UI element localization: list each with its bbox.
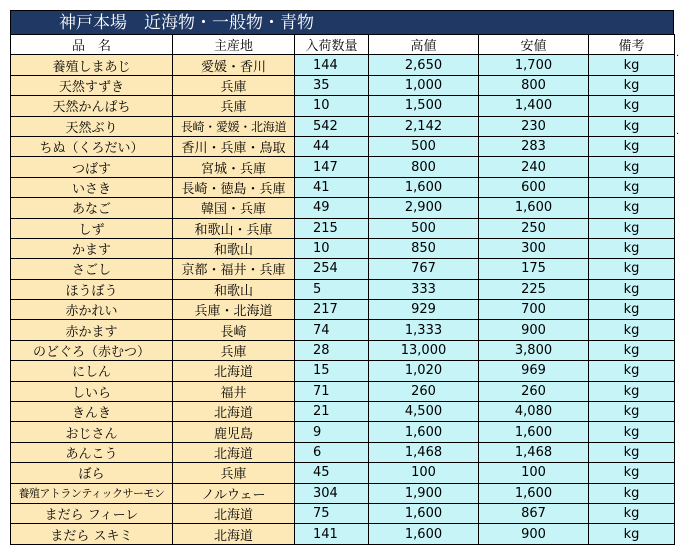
cell-note: kg bbox=[589, 503, 675, 523]
cell-low-price: 260 bbox=[479, 381, 589, 401]
cell-origin: 長崎 bbox=[173, 320, 295, 340]
cell-note: kg bbox=[589, 361, 675, 381]
cell-low-price: 700 bbox=[479, 300, 589, 320]
cell-low-price: 100 bbox=[479, 463, 589, 483]
cell-high-price: 1,468 bbox=[369, 442, 479, 462]
cell-origin: 和歌山 bbox=[173, 279, 295, 299]
table-row bbox=[11, 381, 675, 401]
cell-origin: 和歌山 bbox=[173, 238, 295, 258]
side-mark: . bbox=[676, 48, 680, 59]
cell-note: kg bbox=[589, 116, 675, 136]
price-table bbox=[10, 34, 675, 545]
table-row bbox=[11, 55, 675, 75]
cell-quantity: 15 bbox=[295, 361, 369, 381]
price-sheet bbox=[10, 10, 674, 545]
cell-quantity: 6 bbox=[295, 442, 369, 462]
cell-high-price: 850 bbox=[369, 238, 479, 258]
cell-high-price: 13,000 bbox=[369, 340, 479, 360]
cell-low-price: 600 bbox=[479, 177, 589, 197]
cell-high-price: 1,500 bbox=[369, 96, 479, 116]
table-row bbox=[11, 524, 675, 544]
cell-note: kg bbox=[589, 340, 675, 360]
cell-quantity: 147 bbox=[295, 157, 369, 177]
cell-name: あんこう bbox=[11, 442, 173, 462]
header-note: 備考 bbox=[589, 35, 675, 55]
cell-quantity: 141 bbox=[295, 524, 369, 544]
cell-low-price: 250 bbox=[479, 218, 589, 238]
cell-high-price: 333 bbox=[369, 279, 479, 299]
table-row bbox=[11, 442, 675, 462]
cell-quantity: 5 bbox=[295, 279, 369, 299]
cell-low-price: 3,800 bbox=[479, 340, 589, 360]
cell-origin: 和歌山・兵庫 bbox=[173, 218, 295, 238]
cell-note: kg bbox=[589, 463, 675, 483]
cell-name: つばす bbox=[11, 157, 173, 177]
cell-origin: 長崎・徳島・兵庫 bbox=[173, 177, 295, 197]
side-mark: . bbox=[676, 126, 680, 137]
cell-high-price: 4,500 bbox=[369, 402, 479, 422]
cell-name: まだら フィーレ bbox=[11, 503, 173, 523]
table-row bbox=[11, 300, 675, 320]
header-high-price: 高値 bbox=[369, 35, 479, 55]
cell-note: kg bbox=[589, 238, 675, 258]
cell-low-price: 867 bbox=[479, 503, 589, 523]
cell-name: ほうぼう bbox=[11, 279, 173, 299]
header-origin: 主産地 bbox=[173, 35, 295, 55]
cell-quantity: 71 bbox=[295, 381, 369, 401]
cell-high-price: 1,600 bbox=[369, 503, 479, 523]
table-row bbox=[11, 259, 675, 279]
cell-high-price: 260 bbox=[369, 381, 479, 401]
table-row bbox=[11, 96, 675, 116]
cell-quantity: 28 bbox=[295, 340, 369, 360]
cell-name: のどぐろ（赤むつ） bbox=[11, 340, 173, 360]
cell-note: kg bbox=[589, 75, 675, 95]
cell-note: kg bbox=[589, 198, 675, 218]
cell-quantity: 35 bbox=[295, 75, 369, 95]
cell-high-price: 1,600 bbox=[369, 422, 479, 442]
cell-note: kg bbox=[589, 402, 675, 422]
cell-origin: 北海道 bbox=[173, 402, 295, 422]
cell-note: kg bbox=[589, 442, 675, 462]
cell-high-price: 2,900 bbox=[369, 198, 479, 218]
cell-note: kg bbox=[589, 136, 675, 156]
table-row bbox=[11, 402, 675, 422]
cell-origin: 北海道 bbox=[173, 442, 295, 462]
table-row bbox=[11, 198, 675, 218]
cell-name: あなご bbox=[11, 198, 173, 218]
cell-origin: 兵庫・北海道 bbox=[173, 300, 295, 320]
cell-quantity: 10 bbox=[295, 238, 369, 258]
cell-quantity: 254 bbox=[295, 259, 369, 279]
table-row bbox=[11, 279, 675, 299]
cell-quantity: 74 bbox=[295, 320, 369, 340]
cell-origin: 北海道 bbox=[173, 503, 295, 523]
cell-low-price: 1,400 bbox=[479, 96, 589, 116]
cell-origin: 京都・福井・兵庫 bbox=[173, 259, 295, 279]
table-row bbox=[11, 483, 675, 503]
cell-high-price: 1,333 bbox=[369, 320, 479, 340]
cell-name: 赤かます bbox=[11, 320, 173, 340]
cell-low-price: 1,600 bbox=[479, 422, 589, 442]
table-row bbox=[11, 340, 675, 360]
cell-high-price: 767 bbox=[369, 259, 479, 279]
cell-note: kg bbox=[589, 157, 675, 177]
header-name: 品 名 bbox=[11, 35, 173, 55]
table-row bbox=[11, 75, 675, 95]
cell-high-price: 1,000 bbox=[369, 75, 479, 95]
header-low-price: 安値 bbox=[479, 35, 589, 55]
cell-name: いさき bbox=[11, 177, 173, 197]
cell-origin: 長崎・愛媛・北海道 bbox=[173, 116, 295, 136]
cell-high-price: 2,650 bbox=[369, 55, 479, 75]
cell-quantity: 542 bbox=[295, 116, 369, 136]
cell-low-price: 800 bbox=[479, 75, 589, 95]
cell-note: kg bbox=[589, 279, 675, 299]
cell-high-price: 1,600 bbox=[369, 524, 479, 544]
cell-origin: 兵庫 bbox=[173, 96, 295, 116]
cell-note: kg bbox=[589, 300, 675, 320]
table-row bbox=[11, 116, 675, 136]
cell-quantity: 75 bbox=[295, 503, 369, 523]
cell-low-price: 300 bbox=[479, 238, 589, 258]
cell-low-price: 175 bbox=[479, 259, 589, 279]
cell-low-price: 4,080 bbox=[479, 402, 589, 422]
cell-high-price: 2,142 bbox=[369, 116, 479, 136]
cell-high-price: 1,020 bbox=[369, 361, 479, 381]
cell-note: kg bbox=[589, 259, 675, 279]
cell-origin: 鹿児島 bbox=[173, 422, 295, 442]
cell-name: 天然かんぱち bbox=[11, 96, 173, 116]
cell-high-price: 500 bbox=[369, 136, 479, 156]
cell-origin: 兵庫 bbox=[173, 340, 295, 360]
cell-name: ちぬ（くろだい） bbox=[11, 136, 173, 156]
cell-origin: ノルウェー bbox=[173, 483, 295, 503]
cell-name: しいら bbox=[11, 381, 173, 401]
cell-low-price: 283 bbox=[479, 136, 589, 156]
table-row bbox=[11, 503, 675, 523]
cell-high-price: 800 bbox=[369, 157, 479, 177]
cell-quantity: 9 bbox=[295, 422, 369, 442]
cell-origin: 福井 bbox=[173, 381, 295, 401]
cell-origin: 韓国・兵庫 bbox=[173, 198, 295, 218]
table-row bbox=[11, 136, 675, 156]
cell-note: kg bbox=[589, 55, 675, 75]
cell-low-price: 240 bbox=[479, 157, 589, 177]
cell-name: まだら スキミ bbox=[11, 524, 173, 544]
table-row bbox=[11, 361, 675, 381]
cell-quantity: 144 bbox=[295, 55, 369, 75]
cell-high-price: 1,900 bbox=[369, 483, 479, 503]
cell-origin: 宮城・兵庫 bbox=[173, 157, 295, 177]
cell-note: kg bbox=[589, 320, 675, 340]
cell-low-price: 900 bbox=[479, 524, 589, 544]
cell-name: おじさん bbox=[11, 422, 173, 442]
cell-origin: 兵庫 bbox=[173, 75, 295, 95]
cell-note: kg bbox=[589, 483, 675, 503]
cell-low-price: 969 bbox=[479, 361, 589, 381]
cell-low-price: 900 bbox=[479, 320, 589, 340]
cell-name: 赤かれい bbox=[11, 300, 173, 320]
cell-high-price: 1,600 bbox=[369, 177, 479, 197]
cell-note: kg bbox=[589, 524, 675, 544]
cell-low-price: 1,600 bbox=[479, 483, 589, 503]
cell-low-price: 225 bbox=[479, 279, 589, 299]
cell-name: かます bbox=[11, 238, 173, 258]
cell-note: kg bbox=[589, 177, 675, 197]
cell-low-price: 1,468 bbox=[479, 442, 589, 462]
cell-name: さごし bbox=[11, 259, 173, 279]
cell-low-price: 230 bbox=[479, 116, 589, 136]
cell-quantity: 44 bbox=[295, 136, 369, 156]
sheet-title: 神戸本場 近海物・一般物・青物 bbox=[10, 10, 674, 34]
cell-note: kg bbox=[589, 422, 675, 442]
cell-name: きんき bbox=[11, 402, 173, 422]
table-row bbox=[11, 177, 675, 197]
cell-quantity: 21 bbox=[295, 402, 369, 422]
table-row bbox=[11, 463, 675, 483]
cell-name: 養殖しまあじ bbox=[11, 55, 173, 75]
cell-low-price: 1,700 bbox=[479, 55, 589, 75]
cell-name: しず bbox=[11, 218, 173, 238]
cell-quantity: 217 bbox=[295, 300, 369, 320]
cell-high-price: 100 bbox=[369, 463, 479, 483]
cell-name: 養殖アトランティックサーモン bbox=[11, 483, 173, 503]
cell-origin: 愛媛・香川 bbox=[173, 55, 295, 75]
cell-name: 天然ぶり bbox=[11, 116, 173, 136]
cell-quantity: 215 bbox=[295, 218, 369, 238]
cell-note: kg bbox=[589, 218, 675, 238]
cell-quantity: 304 bbox=[295, 483, 369, 503]
cell-quantity: 49 bbox=[295, 198, 369, 218]
cell-origin: 兵庫 bbox=[173, 463, 295, 483]
table-row bbox=[11, 218, 675, 238]
cell-quantity: 41 bbox=[295, 177, 369, 197]
cell-low-price: 1,600 bbox=[479, 198, 589, 218]
cell-high-price: 929 bbox=[369, 300, 479, 320]
header-quantity: 入荷数量 bbox=[295, 35, 369, 55]
cell-name: 天然すずき bbox=[11, 75, 173, 95]
cell-origin: 北海道 bbox=[173, 524, 295, 544]
table-row bbox=[11, 238, 675, 258]
cell-origin: 北海道 bbox=[173, 361, 295, 381]
cell-note: kg bbox=[589, 96, 675, 116]
cell-name: ぼら bbox=[11, 463, 173, 483]
cell-note: kg bbox=[589, 381, 675, 401]
cell-high-price: 500 bbox=[369, 218, 479, 238]
cell-quantity: 45 bbox=[295, 463, 369, 483]
cell-name: にしん bbox=[11, 361, 173, 381]
table-row bbox=[11, 157, 675, 177]
table-row bbox=[11, 422, 675, 442]
table-row bbox=[11, 320, 675, 340]
cell-origin: 香川・兵庫・鳥取 bbox=[173, 136, 295, 156]
header-row bbox=[11, 35, 675, 55]
cell-quantity: 10 bbox=[295, 96, 369, 116]
